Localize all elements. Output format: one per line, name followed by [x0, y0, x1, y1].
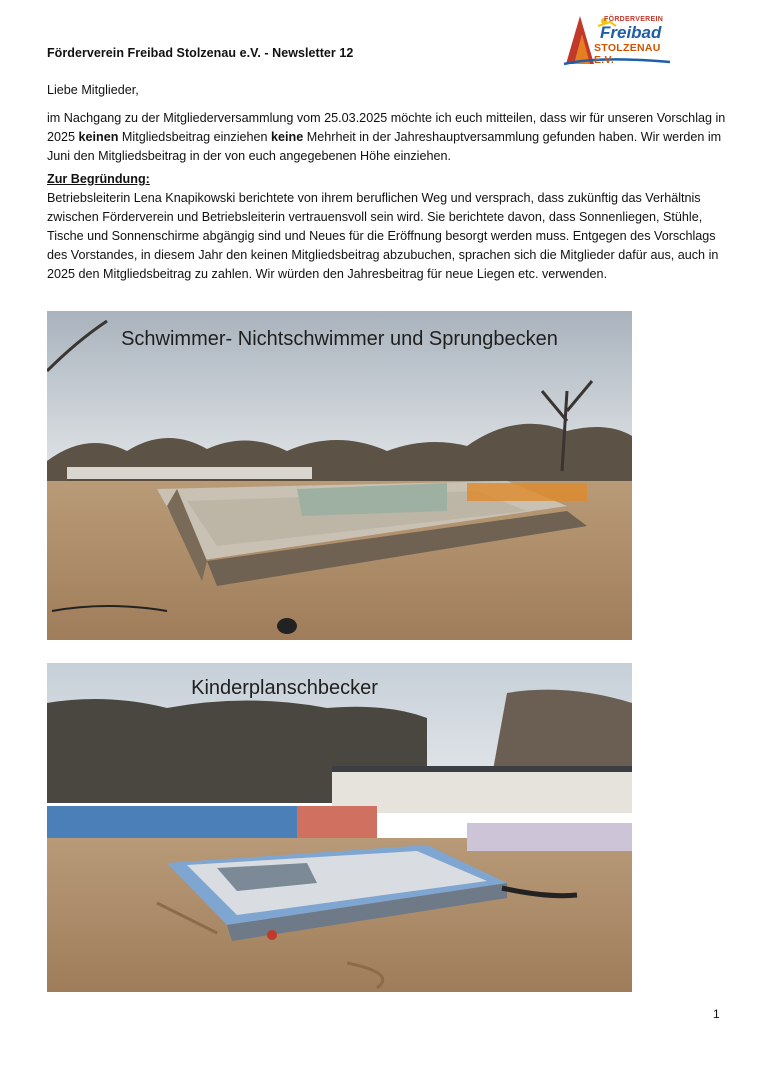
paragraph-reasoning — [47, 170, 727, 284]
reasoning-subheading: Zur Begründung: — [47, 172, 150, 186]
photo-pools-image — [47, 311, 632, 640]
greeting: Liebe Mitglieder, — [47, 83, 139, 97]
logo-place: STOLZENAU E.V. — [594, 42, 661, 66]
photo-caption-pools: Schwimmer- Nichtschwimmer und Sprungbecken — [121, 328, 558, 350]
logo-name: Freibad — [600, 23, 662, 42]
photo-swimming-pools — [47, 311, 632, 640]
paragraph-intro — [47, 109, 727, 166]
club-logo — [560, 12, 680, 70]
para1-text-c: Mitgliedsbeitrag einziehen — [118, 130, 272, 144]
photo-paddling-image — [47, 663, 632, 992]
page-number: 1 — [713, 1007, 720, 1021]
para1-bold-keine: keine — [271, 130, 304, 144]
photo-caption-paddling: Kinderplanschbecker — [191, 677, 378, 699]
newsletter-title: Förderverein Freibad Stolzenau e.V. - Newsletter 12 — [47, 46, 354, 60]
reasoning-text: Betriebsleiterin Lena Knapikowski berichtete von ihrem beruflichen Weg und versprach, dass zukünftig das Verhältnis zwischen Förderverein und Betriebsleiterin vertrauensvoll sein wird. Sie berichtete davon, dass Sonnenliegen, Stühle, Tische und Sonnenschirme abgängig sind und Neues für die Eröffnung besorgt werden muss. Entgegen des Vorschlags des Vorstandes, in diesem Jahr den keinen Mitgliedsbeitrag abzubuchen, sprachen sich die Mitglieder dafür aus, auch in 2025 den Mitgliedsbeitrag zu zahlen. Wir würden den Jahresbeitrag für neue Liegen etc. verwenden. — [47, 191, 719, 281]
photo-paddling-pool — [47, 663, 632, 992]
para1-text-a: im Nachgang zu der Mitgliederversammlung vom 25.03.2025 möchte ich euch mitteilen, dass wir für unseren Vorschlag in 2025 — [47, 111, 726, 144]
logo-top-text: FÖRDERVEREIN — [604, 16, 664, 23]
para1-bold-keinen: keinen — [78, 130, 119, 144]
para1-text-e: Mehrheit in der Jahreshauptversammlung gefunden haben. Wir werden im Juni den Mitgliedsbeitrag in der von euch angegebenen Höhe einziehen. — [47, 130, 722, 163]
